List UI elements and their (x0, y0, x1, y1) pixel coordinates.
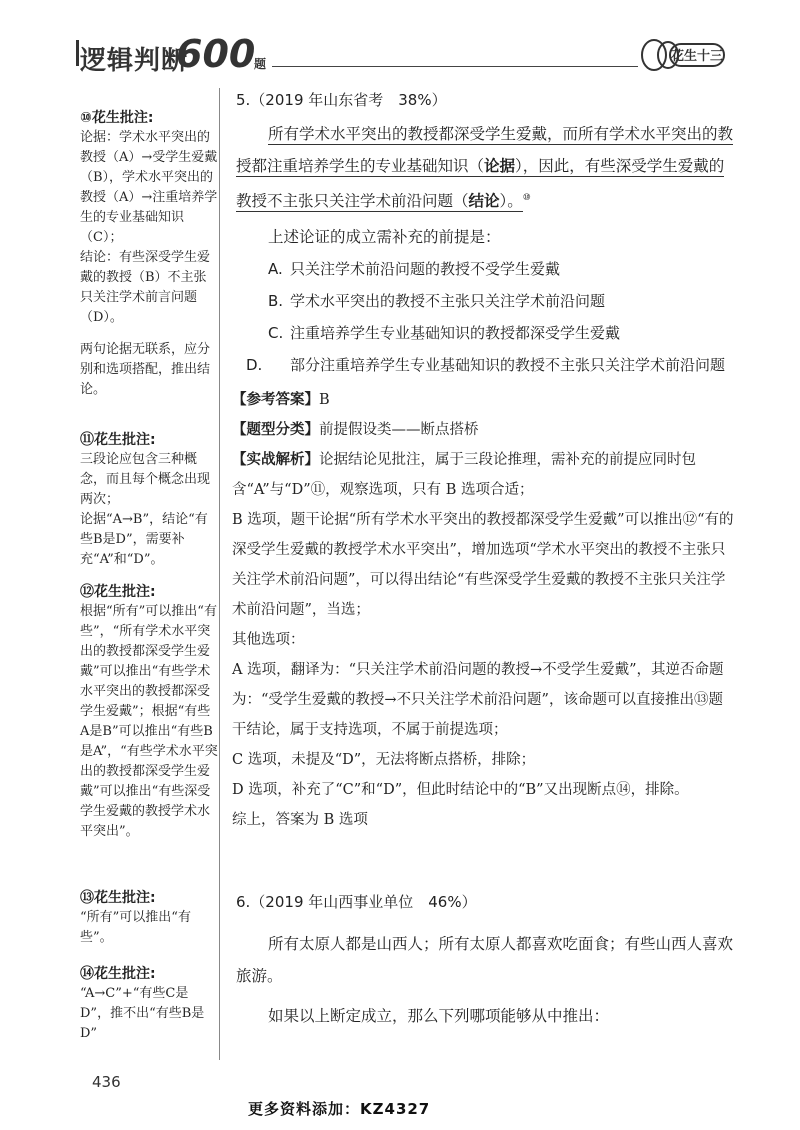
analysis-line-6: D 选项，补充了“C”和“D”，但此时结论中的“B”又出现断点⑭，排除。 (232, 782, 689, 799)
note-title: ⑫花生批注: (80, 584, 156, 600)
note-body: 论据：学术水平突出的教授（A）→受学生爱戴（B），学术水平突出的教授（A）→注重培养学生的专业基础知识（C）； 结论：有些深受学生爱戴的教授（B）不主张只关注学术前言问题（D）。 (80, 130, 218, 325)
analysis-text: 论据结论见批注，属于三段论推理，需补充的前提应同时包含“A”与“D”⑪，观察选项，只有 B 选项合适； (232, 452, 696, 499)
option-b (236, 285, 736, 317)
option-label: D. (246, 356, 263, 375)
option-label: B. (268, 292, 284, 311)
note-body: 根据“所有”可以推出“有些”，“所有学术水平突出的教授都深受学生爱戴”可以推出“有些学术水平突出的教授都深受学生爱戴”；根据“有些A是B”可以推出“有些B是A”，“有些学术水平突出的教授都深受学生爱戴”可以推出“有些深受学生爱戴的教授学术水平突出”。 (80, 604, 218, 839)
answer-line (232, 385, 736, 415)
header-number: 600 (176, 32, 256, 76)
note-extra: 两句论据无联系，应分别和选项搭配，推出结论。 (80, 342, 211, 397)
header-bar (76, 40, 79, 66)
analysis-line-3: 其他选项： (232, 632, 305, 649)
analysis-tag: 【实战解析】 (232, 452, 319, 469)
question-stem: 所有太原人都是山西人；所有太原人都喜欢吃面食；有些山西人喜欢旅游。 (236, 935, 734, 985)
answer-value: B (319, 392, 330, 409)
footer-text: 更多资料添加：KZ4327 (248, 1100, 431, 1118)
sidebar-divider (219, 88, 220, 1060)
peanut-logo-icon (640, 38, 726, 72)
type-tag: 【题型分类】 (232, 422, 319, 439)
page-number: 436 (92, 1073, 121, 1091)
sidebar-note-12 (80, 582, 218, 842)
header-title: 逻辑判断 (80, 46, 189, 76)
type-value: 前提假设类——断点搭桥 (319, 422, 479, 439)
stem-conclusion-label: 结论 (468, 192, 500, 211)
option-label: A. (268, 260, 283, 279)
stem-part-b: ），因此，有些深受学生爱戴的教授不主张只关注学术前沿问题（ (236, 157, 725, 211)
question-5 (232, 84, 736, 835)
question-prompt: 上述论证的成立需补充的前提是： (268, 228, 501, 247)
footnote-mark: ⑩ (522, 193, 531, 203)
logo-text: 花生十三 (670, 49, 724, 64)
option-text: 学术水平突出的教授不主张只关注学术前沿问题 (290, 292, 606, 311)
note-body: “所有”可以推出“有些”。 (80, 910, 191, 945)
note-body: 三段论应包含三种概念，而且每个概念出现两次； 论据“A→B”，结论“有些B是D”，需要补充“A”和“D”。 (80, 452, 211, 567)
option-d (236, 349, 736, 381)
option-a (236, 253, 736, 285)
analysis-line-7: 综上，答案为 B 选项 (232, 812, 368, 829)
analysis-line-1 (232, 445, 736, 505)
option-text: 部分注重培养学生专业基础知识的教授不主张只关注学术前沿问题 (290, 356, 726, 375)
note-title: ⑬花生批注: (80, 890, 156, 906)
question-heading: 6.（2019 年山西事业单位 46%） (236, 893, 477, 911)
question-stem (236, 118, 736, 217)
sidebar-note-11 (80, 430, 218, 570)
question-6 (236, 886, 736, 1032)
sidebar-note-14 (80, 964, 218, 1044)
option-text: 注重培养学生专业基础知识的教授都深受学生爱戴 (290, 324, 621, 343)
option-c (236, 317, 736, 349)
analysis-line-4: A 选项，翻译为：“只关注学术前沿问题的教授→不受学生爱戴”，其逆否命题为：“受学生爱戴的教授→不只关注学术前沿问题”，该命题可以直接推出⑬题干结论，属于支持选项，不属于前提选项； (232, 662, 724, 739)
header-suffix: 题 (254, 57, 267, 71)
option-label: C. (268, 324, 284, 343)
stem-part-c: ）。 (499, 192, 523, 211)
note-title: ⑩花生批注: (80, 110, 154, 126)
analysis-line-2: B 选项，题干论据“所有学术水平突出的教授都深受学生爱戴”可以推出⑫“有的深受学生爱戴的教授学术水平突出”，增加选项“学术水平突出的教授不主张只关注学术前沿问题”，可以得出结论“有些深受学生爱戴的教授不主张只关注学术前沿问题”，当选； (232, 512, 734, 619)
stem-part-a: 所有学术水平突出的教授都深受学生爱戴，而所有学术水平突出的教授都注重培养学生的专业基础知识（ (236, 125, 734, 175)
sidebar-note-10 (80, 108, 218, 400)
option-text: 只关注学术前沿问题的教授不受学生爱戴 (290, 260, 561, 279)
note-body: “A→C”+“有些C是D”，推不出“有些B是D” (80, 986, 205, 1041)
question-prompt: 如果以上断定成立，那么下列哪项能够从中推出： (268, 1007, 610, 1025)
sidebar-note-13 (80, 888, 218, 948)
note-title: ⑪花生批注: (80, 432, 156, 448)
note-title: ⑭花生批注: (80, 966, 156, 982)
analysis-line-5: C 选项，未提及“D”，无法将断点搭桥，排除； (232, 752, 536, 769)
stem-argument-label: 论据 (484, 157, 516, 175)
question-heading: 5.（2019 年山东省考 38%） (236, 91, 447, 109)
type-line (232, 415, 736, 445)
answer-tag: 【参考答案】 (232, 392, 319, 409)
header-rule (272, 66, 638, 67)
